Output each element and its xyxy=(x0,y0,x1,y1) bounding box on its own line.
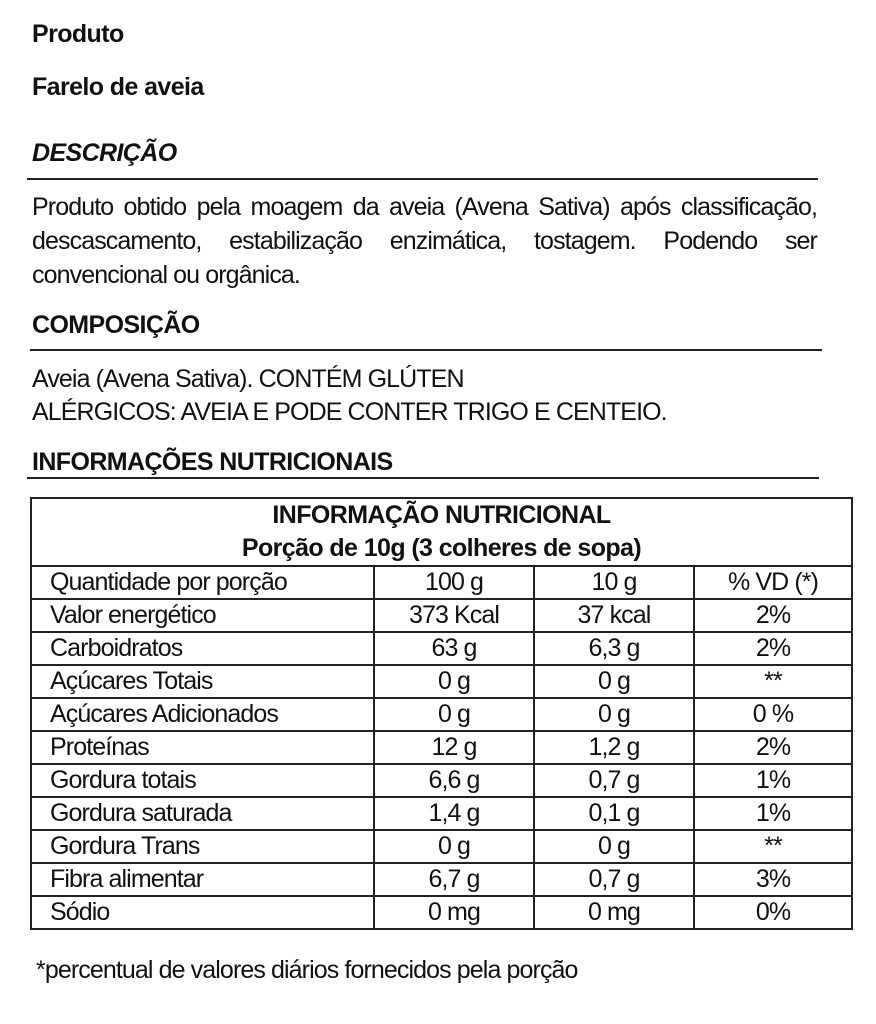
table-title-row xyxy=(31,498,852,566)
table-cell: Gordura Trans xyxy=(31,830,374,863)
table-cell: 2% xyxy=(694,599,852,632)
table-cell: 1% xyxy=(694,797,852,830)
nutrition-heading: INFORMAÇÕES NUTRICIONAIS xyxy=(32,448,393,476)
table-row xyxy=(31,797,852,830)
table-cell: 0,1 g xyxy=(534,797,694,830)
table-cell: Carboidratos xyxy=(31,632,374,665)
portion-text: Porção de 10g (3 colheres de sopa) xyxy=(241,534,642,562)
table-cell: 0,7 g xyxy=(534,764,694,797)
description-heading: DESCRIÇÃO xyxy=(32,139,177,167)
table-cell: Açúcares Totais xyxy=(31,665,374,698)
table-cell: 0,7 g xyxy=(534,863,694,896)
table-title-text: INFORMAÇÃO NUTRICIONAL xyxy=(272,501,611,529)
table-cell: 6,3 g xyxy=(534,632,694,665)
table-cell: Açúcares Adicionados xyxy=(31,698,374,731)
table-cell: Gordura saturada xyxy=(31,797,374,830)
table-cell: 0 g xyxy=(374,665,534,698)
table-cell: 0 g xyxy=(534,830,694,863)
table-cell: 63 g xyxy=(374,632,534,665)
table-row xyxy=(31,830,852,863)
table-row xyxy=(31,632,852,665)
table-cell: 373 Kcal xyxy=(374,599,534,632)
composition-line-1: Aveia (Avena Sativa). CONTÉM GLÚTEN xyxy=(32,365,464,393)
table-cell: 12 g xyxy=(374,731,534,764)
description-text: Produto obtido pela moagem da aveia (Avena Sativa) após classificação, descascamento, estabilização enzimática, tostagem. Podendo ser convencional ou orgânica. xyxy=(32,193,817,289)
table-cell: 0% xyxy=(694,896,852,929)
table-cell: 2% xyxy=(694,632,852,665)
table-cell: 0 mg xyxy=(534,896,694,929)
table-cell: Valor energético xyxy=(31,599,374,632)
table-cell: ** xyxy=(694,665,852,698)
table-title xyxy=(31,498,852,566)
table-cell: Proteínas xyxy=(31,731,374,764)
table-header-row xyxy=(31,566,852,599)
table-row xyxy=(31,896,852,929)
table-cell: 2% xyxy=(694,731,852,764)
table-cell: 0 g xyxy=(374,698,534,731)
product-label: Produto xyxy=(32,20,124,48)
table-cell: 0 g xyxy=(374,830,534,863)
nutrition-table xyxy=(30,497,853,930)
table-cell: Fibra alimentar xyxy=(31,863,374,896)
header-cell: % VD (*) xyxy=(694,566,852,599)
table-cell: Sódio xyxy=(31,896,374,929)
table-cell: 0 g xyxy=(534,698,694,731)
table-row xyxy=(31,731,852,764)
table-row xyxy=(31,863,852,896)
table-row xyxy=(31,698,852,731)
product-name: Farelo de aveia xyxy=(32,73,204,101)
table-cell: 3% xyxy=(694,863,852,896)
table-row xyxy=(31,764,852,797)
header-cell: 10 g xyxy=(534,566,694,599)
table-cell: 1% xyxy=(694,764,852,797)
composition-allergens: ALÉRGICOS: AVEIA E PODE CONTER TRIGO E CENTEIO. xyxy=(32,398,667,426)
table-cell: 1,4 g xyxy=(374,797,534,830)
composition-heading: COMPOSIÇÃO xyxy=(32,311,200,339)
table-row xyxy=(31,599,852,632)
table-cell: 6,6 g xyxy=(374,764,534,797)
divider xyxy=(27,477,819,479)
table-cell: 37 kcal xyxy=(534,599,694,632)
table-cell: 1,2 g xyxy=(534,731,694,764)
table-cell: ** xyxy=(694,830,852,863)
table-cell: 0 mg xyxy=(374,896,534,929)
header-cell: 100 g xyxy=(374,566,534,599)
table-cell: 0 g xyxy=(534,665,694,698)
footnote: *percentual de valores diários fornecidos pela porção xyxy=(36,956,578,984)
table-row xyxy=(31,665,852,698)
table-cell: 6,7 g xyxy=(374,863,534,896)
table-cell: 0 % xyxy=(694,698,852,731)
divider xyxy=(27,178,818,180)
header-cell: Quantidade por porção xyxy=(31,566,374,599)
divider xyxy=(30,349,822,351)
table-cell: Gordura totais xyxy=(31,764,374,797)
